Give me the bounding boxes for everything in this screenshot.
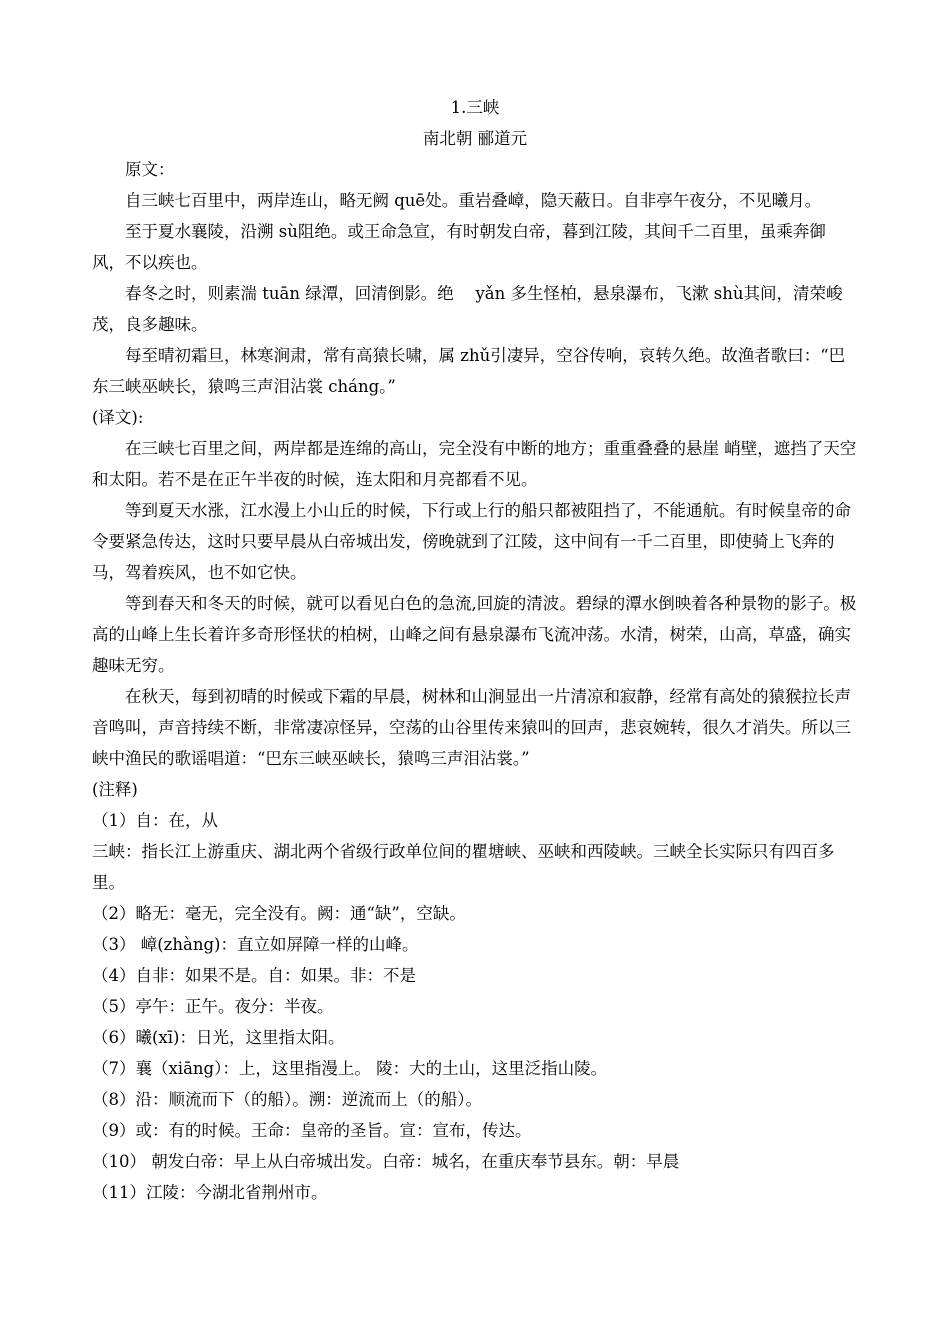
translation-paragraph-1: 在三峡七百里之间，两岸都是连绵的高山，完全没有中断的地方；重重叠叠的悬崖 峭壁，遮挡了天空和太阳。若不是在正午半夜的时候，连太阳和月亮都看不见。 (92, 439, 857, 489)
original-label: 原文： (125, 160, 175, 179)
original-paragraph-2: 至于夏水襄陵，沿溯 sù阻绝。或王命急宣，有时朝发白帝，暮到江陵，其间千二百里，虽乘奔御风，不以疾也。 (92, 222, 826, 272)
note-item: （5）亭午：正午。夜分：半夜。 (92, 997, 334, 1016)
note-item: （11）江陵：今湖北省荆州市。 (92, 1183, 328, 1202)
note-item: （8）沿：顺流而下（的船）。溯：逆流而上（的船）。 (92, 1090, 482, 1109)
document-author: 南北朝 郦道元 (422, 129, 528, 148)
note-item: （2）略无：毫无，完全没有。阙：通“缺”，空缺。 (92, 904, 466, 923)
translation-paragraph-4: 在秋天，每到初晴的时候或下霜的早晨，树林和山涧显出一片清凉和寂静，经常有高处的猿猴拉长声音鸣叫，声音持续不断，非常凄凉怪异，空荡的山谷里传来猿叫的回声，悲哀婉转，很久才消失。所以三峡中渔民的歌谣唱道：“巴东三峡巫峡长，猿鸣三声泪沾裳。” (92, 687, 851, 768)
translation-label: (译文): (92, 408, 144, 427)
translation-paragraph-2: 等到夏天水涨，江水漫上小山丘的时候，下行或上行的船只都被阻挡了，不能通航。有时候皇帝的命令要紧急传达，这时只要早晨从白帝城出发，傍晚就到了江陵，这中间有一千二百里，即使骑上飞奔的马，驾着疾风，也不如它快。 (92, 501, 851, 582)
note-item: （9）或：有的时候。王命：皇帝的圣旨。宣：宣布，传达。 (92, 1121, 532, 1140)
note-item: （7）襄（xiāng）：上，这里指漫上。 陵：大的土山，这里泛指山陵。 (92, 1059, 608, 1078)
document-body (92, 92, 858, 1208)
document-title: 1.三峡 (450, 98, 500, 117)
translation-paragraph-3: 等到春天和冬天的时候，就可以看见白色的急流,回旋的清波。碧绿的潭水倒映着各种景物的影子。极高的山峰上生长着许多奇形怪状的柏树，山峰之间有悬泉瀑布飞流冲荡。水清，树荣，山高，草盛，确实趣味无穷。 (92, 594, 857, 675)
notes-label: (注释) (92, 780, 138, 799)
note-item: 三峡：指长江上游重庆、湖北两个省级行政单位间的瞿塘峡、巫峡和西陵峡。三峡全长实际只有四百多里。 (92, 842, 835, 892)
note-item: （6）曦(xī)：日光，这里指太阳。 (92, 1028, 345, 1047)
note-item: （1）自：在，从 (92, 811, 218, 830)
note-item: （3） 嶂(zhàng)：直立如屏障一样的山峰。 (92, 935, 419, 954)
original-paragraph-4: 每至晴初霜旦，林寒涧肃，常有高猿长啸，属 zhǔ引凄异，空谷传响，哀转久绝。故渔者歌曰：“巴东三峡巫峡长，猿鸣三声泪沾裳 cháng。” (92, 346, 846, 396)
original-paragraph-1: 自三峡七百里中，两岸连山，略无阙 quē处。重岩叠嶂，隐天蔽日。自非亭午夜分，不见曦月。 (125, 191, 822, 210)
note-item: （4）自非：如果不是。自：如果。非：不是 (92, 966, 416, 985)
note-item: （10） 朝发白帝：早上从白帝城出发。白帝：城名，在重庆奉节县东。朝：早晨 (92, 1152, 680, 1171)
original-paragraph-3: 春冬之时，则素湍 tuān 绿潭，回清倒影。绝 yǎn 多生怪柏，悬泉瀑布，飞漱 shù其间，清荣峻茂，良多趣味。 (92, 284, 843, 334)
